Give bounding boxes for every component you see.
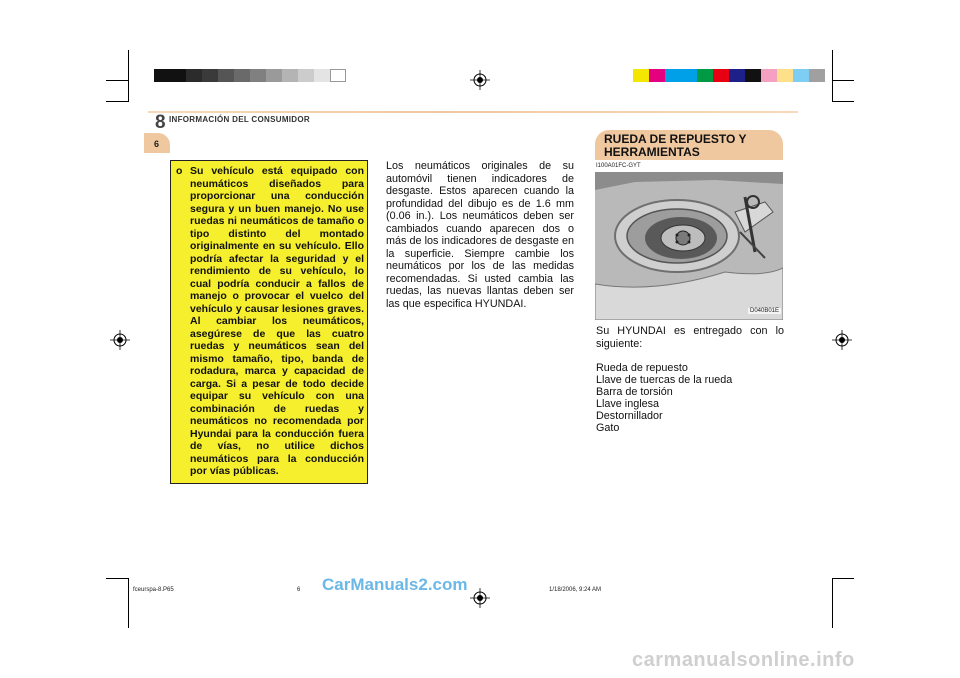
header-band [148,111,798,113]
registration-mark-left [110,330,130,350]
list-item: Llave inglesa [596,398,660,410]
color-swatch [170,69,186,82]
color-swatch [713,69,729,82]
color-swatch [202,69,218,82]
color-swatch [729,69,745,82]
footer-filename: fceurspa-8.P65 [133,587,174,593]
figure-caption: D040B01E [750,308,780,314]
color-swatch [186,69,202,82]
document-code: I100A01FC-GYT [596,163,641,169]
footer-date: 1/18/2006, 9:24 AM [549,587,602,593]
footer-page: 6 [297,587,301,593]
equipment-intro: Su HYUNDAI es entregado con lo siguiente: [596,325,784,350]
watermark-site[interactable]: carmanualsonline.info [632,649,855,671]
watermark-logo[interactable]: CarManuals2.com [322,575,468,594]
color-swatch [761,69,777,82]
crop-mark [106,578,128,579]
warning-bullet: o [176,165,183,177]
list-item: Barra de torsión [596,386,673,398]
color-swatch [298,69,314,82]
color-swatch [745,69,761,82]
crop-mark [832,578,833,628]
registration-mark-top [470,70,490,90]
tire-wear-paragraph: Los neumáticos originales de su automóvil tienen indicadores de desgaste. Estos aparecen cuando la profundidad del dibujo es de 1.6 mm (0.06 in.). Los neumáticos deben ser cambiados cuando aparecen dos o más de los indicadores de desgaste en la superficie. Siempre cambie los neumáticos por los de las medidas recomendadas. Si usted cambia las ruedas, las nuevas llantas deben ser las que especifica HYUNDAI. [386,160,574,310]
registration-mark-right [832,330,852,350]
grayscale-color-bar [154,69,346,82]
registration-mark-bottom [470,588,490,608]
section-heading: RUEDA DE REPUESTO Y HERRAMIENTAS [604,132,747,159]
color-swatch [314,69,330,82]
color-swatch [681,69,697,82]
crop-mark [832,578,854,579]
color-swatch [330,69,346,82]
crop-mark [106,101,128,102]
crop-mark [832,50,833,102]
page-number: 6 [154,139,160,149]
crop-mark [128,578,129,628]
color-swatch [250,69,266,82]
color-swatch [777,69,793,82]
crop-mark [832,101,854,102]
color-swatch [282,69,298,82]
cmyk-color-bar [633,69,825,82]
color-swatch [697,69,713,82]
color-swatch [649,69,665,82]
list-item: Llave de tuercas de la rueda [596,374,733,386]
color-swatch [218,69,234,82]
equipment-list [596,362,732,434]
crop-mark [128,50,129,102]
warning-text: Su vehículo está equipado con neumáticos diseñados para proporcionar una conducción segura y un buen manejo. No use ruedas ni neumáticos de tamaño o tipo distinto del montado originalmente en su vehículo. Ello podría afectar la seguridad y el rendimiento de su vehículo, lo cual podría conducir a fallos de manejo o provocar el vuelco del vehículo y causar lesiones graves. Al cambiar los neumáticos, asegúrese de que las cuatro ruedas y neumáticos sean del mismo tamaño, tipo, banda de rodadura, marca y capacidad de carga. Si a pesar de todo decide equipar su vehículo con una combinación de ruedas y neumáticos no recomendada por Hyundai para la conducción fuera de vías, no utilice dichos neumáticos para la conducción por vías públicas. [190,165,364,477]
list-item: Destornillador [596,410,663,422]
color-swatch [665,69,681,82]
list-item: Gato [596,422,620,434]
section-title: INFORMACIÓN DEL CONSUMIDOR [169,115,310,124]
spare-tire-photo [595,172,783,320]
color-swatch [266,69,282,82]
color-swatch [633,69,649,82]
list-item: Rueda de repuesto [596,362,688,374]
color-swatch [793,69,809,82]
crop-mark [832,80,854,81]
section-number: 8 [155,112,166,133]
color-swatch [809,69,825,82]
color-swatch [154,69,170,82]
crop-mark [106,80,128,81]
color-swatch [234,69,250,82]
